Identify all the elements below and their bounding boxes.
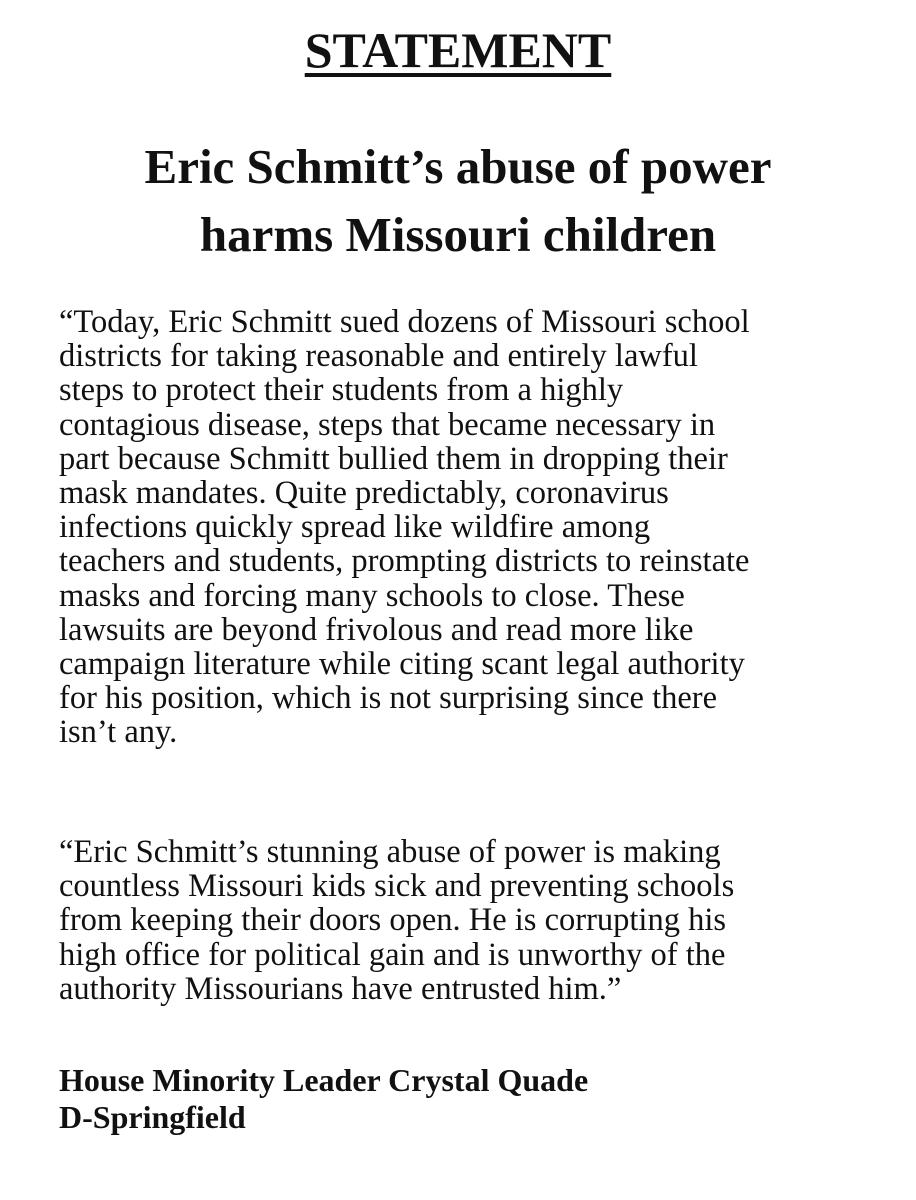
paragraph-line: high office for political gain and is unworthy of the	[59, 936, 726, 973]
headline	[0, 133, 916, 269]
signature-name: House Minority Leader Crystal Quade	[59, 1062, 589, 1098]
paragraph-line: campaign literature while citing scant legal authority	[59, 646, 745, 683]
paragraph-line: masks and forcing many schools to close. These	[59, 577, 685, 614]
paragraph-line: “Today, Eric Schmitt sued dozens of Missouri school	[59, 304, 750, 340]
paragraph-line: contagious disease, steps that became necessary in	[59, 406, 716, 443]
paragraph-line: authority Missourians have entrusted him.”	[59, 970, 622, 1007]
signature-block	[59, 1062, 588, 1136]
statement-paragraph-1	[59, 305, 879, 750]
paragraph-line: from keeping their doors open. He is corrupting his	[59, 902, 727, 939]
paragraph-line: mask mandates. Quite predictably, coronavirus	[59, 475, 669, 512]
signature-district: D-Springfield	[59, 1099, 246, 1135]
paragraph-line: for his position, which is not surprising since there	[59, 680, 718, 717]
paragraph-line: infections quickly spread like wildfire among	[59, 509, 651, 546]
headline-line: Eric Schmitt’s abuse of power	[144, 139, 772, 194]
paragraph-line: “Eric Schmitt’s stunning abuse of power is making	[59, 834, 721, 870]
paragraph-line: districts for taking reasonable and entirely lawful	[59, 338, 698, 375]
paragraph-line: teachers and students, prompting districts to reinstate	[59, 543, 750, 580]
headline-line: harms Missouri children	[199, 207, 717, 262]
paragraph-line: part because Schmitt bullied them in dropping their	[59, 440, 728, 477]
paragraph-line: isn’t any.	[59, 714, 178, 751]
paragraph-line: lawsuits are beyond frivolous and read more like	[59, 611, 694, 648]
statement-label-text: STATEMENT	[304, 22, 612, 78]
statement-paragraph-2	[59, 835, 879, 1006]
paragraph-line: countless Missouri kids sick and preventing schools	[59, 868, 735, 905]
statement-label	[0, 22, 916, 78]
paragraph-line: steps to protect their students from a highly	[59, 372, 624, 409]
